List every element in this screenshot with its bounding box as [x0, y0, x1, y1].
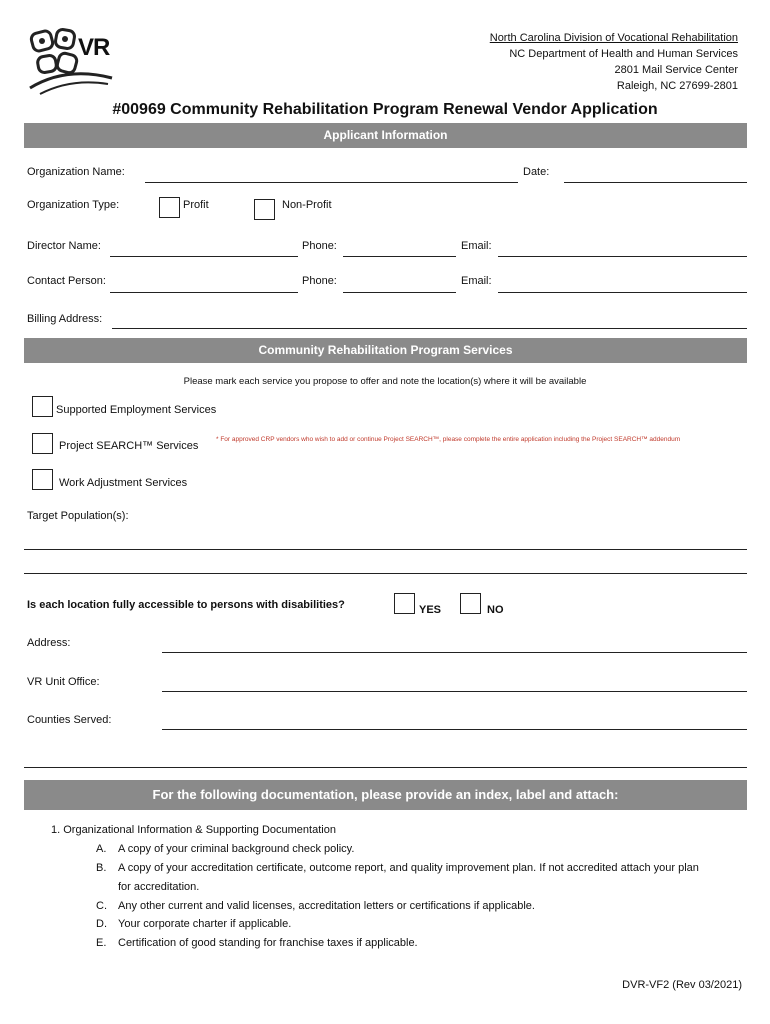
documentation-section-header: For the following documentation, please provide an index, label and attach: [24, 780, 747, 810]
profit-checkbox[interactable] [159, 197, 180, 218]
doc-subitem-letter: C. [96, 900, 107, 912]
project-search-note: * For approved CRP vendors who wish to add or continue Project SEARCH™, please complete the entire application including the Project SEARCH™ addendum [216, 436, 681, 443]
contact-phone-field[interactable] [343, 292, 456, 293]
work-adjustment-checkbox[interactable] [32, 469, 53, 490]
form-id: DVR-VF2 (Rev 03/2021) [622, 979, 742, 991]
doc-subitem-letter: A. [96, 843, 107, 855]
contact-email-label: Email: [461, 275, 492, 287]
contact-email-field[interactable] [498, 292, 747, 293]
director-label: Director Name: [27, 240, 101, 252]
street-address: 2801 Mail Service Center [614, 64, 738, 76]
supported-employment-label: Supported Employment Services [56, 404, 217, 416]
vr-unit-label: VR Unit Office: [27, 676, 100, 688]
accessible-question: Is each location fully accessible to persons with disabilities? [27, 599, 345, 611]
contact-phone-label: Phone: [302, 275, 337, 287]
project-search-label: Project SEARCH™ Services [59, 440, 199, 452]
section-divider [24, 767, 747, 768]
services-instruction: Please mark each service you propose to offer and note the location(s) where it will be available [183, 376, 587, 387]
counties-field[interactable] [162, 729, 747, 730]
vr-unit-field[interactable] [162, 691, 747, 692]
work-adjustment-label: Work Adjustment Services [59, 477, 188, 489]
contact-field[interactable] [110, 292, 298, 293]
agency-address [490, 30, 738, 94]
doc-subitem-text: A copy of your accreditation certificate, outcome report, and quality improvement plan. If not accredited attach your plan [118, 862, 699, 874]
counties-label: Counties Served: [27, 714, 112, 726]
billing-field[interactable] [112, 328, 747, 329]
doc-subitem-text: Certification of good standing for franchise taxes if applicable. [118, 937, 418, 949]
target-population-line-1[interactable] [24, 549, 747, 550]
org-name-label: Organization Name: [27, 166, 125, 178]
billing-label: Billing Address: [27, 313, 103, 325]
page-title: #00969 Community Rehabilitation Program Renewal Vendor Application [112, 101, 658, 118]
doc-subitem-letter: D. [96, 918, 107, 930]
doc-subitem-text: for accreditation. [118, 881, 200, 893]
department-name: NC Department of Health and Human Services [509, 48, 738, 60]
project-search-checkbox[interactable] [32, 433, 53, 454]
city-address: Raleigh, NC 27699-2801 [616, 80, 738, 92]
address-field[interactable] [162, 652, 747, 653]
nonprofit-checkbox[interactable] [254, 199, 275, 220]
org-type-label: Organization Type: [27, 199, 120, 211]
applicant-section-header: Applicant Information [24, 123, 747, 148]
target-population-label: Target Population(s): [27, 510, 129, 522]
profit-label: Profit [183, 199, 209, 211]
director-phone-label: Phone: [302, 240, 337, 252]
date-label: Date: [523, 166, 550, 178]
accessible-no-label: NO [487, 604, 504, 616]
doc-subitem-letter: E. [96, 937, 107, 949]
address-label: Address: [27, 637, 71, 649]
doc-subitem-text: Your corporate charter if applicable. [118, 918, 292, 930]
director-email-field[interactable] [498, 256, 747, 257]
supported-employment-checkbox[interactable] [32, 396, 53, 417]
director-email-label: Email: [461, 240, 492, 252]
division-link[interactable]: North Carolina Division of Vocational Rehabilitation [489, 32, 738, 44]
doc-subitem-text: A copy of your criminal background check policy. [118, 843, 355, 855]
services-section-header: Community Rehabilitation Program Services [24, 338, 747, 363]
doc-subitem-letter: B. [96, 862, 107, 874]
director-field[interactable] [110, 256, 298, 257]
target-population-line-2[interactable] [24, 573, 747, 574]
org-name-field[interactable] [145, 182, 518, 183]
accessible-no-checkbox[interactable] [460, 593, 481, 614]
doc-item-1: 1. Organizational Information & Supporting Documentation [51, 824, 336, 836]
logo-text: VR [78, 34, 110, 61]
accessible-yes-label: YES [419, 604, 442, 616]
vr-logo [26, 26, 116, 98]
accessible-yes-checkbox[interactable] [394, 593, 415, 614]
director-phone-field[interactable] [343, 256, 456, 257]
nonprofit-label: Non-Profit [282, 199, 332, 211]
doc-subitem-text: Any other current and valid licenses, accreditation letters or certifications if applicable. [118, 900, 535, 912]
date-field[interactable] [564, 182, 747, 183]
contact-label: Contact Person: [27, 275, 106, 287]
